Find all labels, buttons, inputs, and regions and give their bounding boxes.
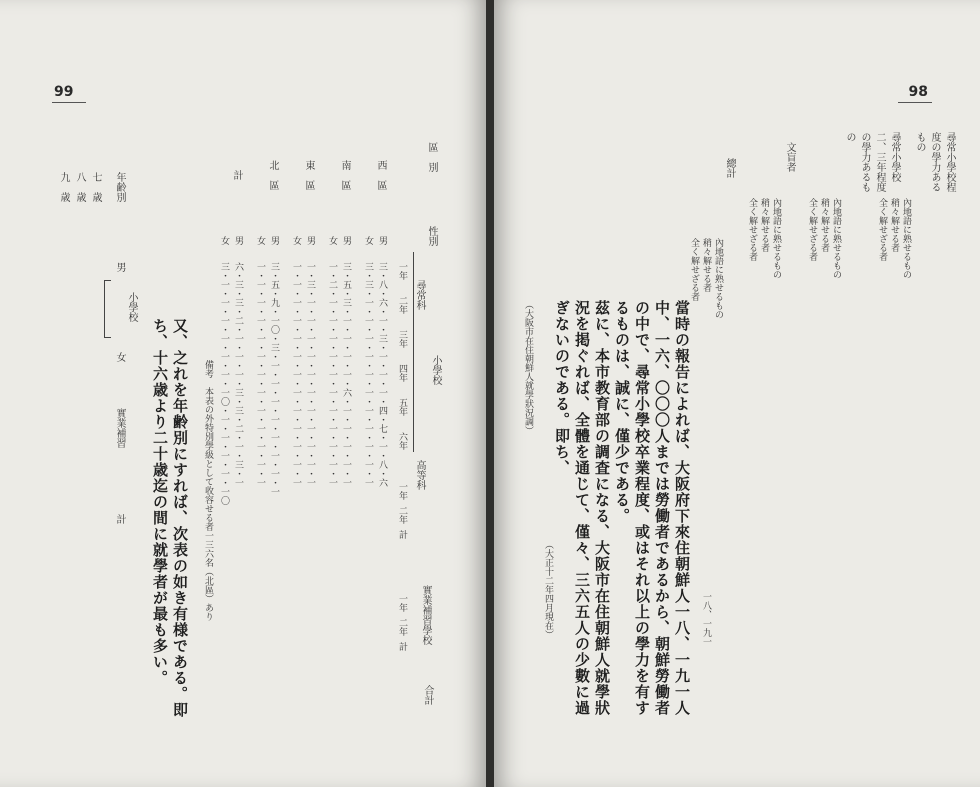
sex-west-male: 男: [377, 236, 387, 245]
page-number-rule-right: [898, 102, 932, 103]
group1-label: 尋常小學校程度の學力あるもの: [914, 132, 955, 192]
group3-item2: 稍々解せる者: [759, 198, 769, 252]
paragraph-report: 當時の報告によれば、大阪府下來住朝鮮人一八、一九一人中、一六、〇〇〇人までは勞働者であるから、朝鮮勞働者の中で、尋常小學校卒業程度、或はそれ以上の學力を有するものは、誠に、僅少である。: [613, 300, 691, 716]
group4-item1: 內地語に熟せるもの: [713, 238, 723, 319]
header-total: 合計: [422, 685, 433, 705]
sex-total-female: 女: [219, 236, 229, 245]
district-west: 西 區: [375, 160, 386, 190]
group4-label: 總計: [724, 158, 735, 178]
sex-south-male: 男: [341, 236, 351, 245]
district-east: 東 區: [303, 160, 314, 190]
row-east-male: 一・三・一・一・一・一・一・一・一・一・一・一・一: [305, 262, 315, 487]
group2-label: 尋常小學校二、三年程度の學力あるもの: [844, 132, 900, 192]
group2-item1: 內地語に熟せるもの: [831, 198, 841, 279]
sex-east-female: 女: [291, 236, 301, 245]
supp-grade-1: 一年: [397, 594, 407, 612]
group1-item3: 全く解せざる者: [877, 198, 887, 261]
group4-item2: 稍々解せる者: [701, 238, 711, 292]
district-south: 南 區: [339, 160, 350, 190]
header-ordinary: 尋常科: [414, 280, 425, 310]
grand-total: 一八、一九一: [701, 592, 711, 646]
age-row-8: 八 歳: [74, 172, 85, 202]
table-date: （大正十二年四月現在）: [543, 540, 553, 639]
header-sex: 性別: [426, 226, 437, 246]
higher-grade-total: 計: [397, 530, 407, 539]
page-number-right: 98: [908, 84, 928, 100]
age-row-9: 九 歳: [58, 172, 69, 202]
row-north-male: 三・五・九・一〇・三・一・一・一・一・一・一・一・一: [269, 262, 279, 496]
group3-label: 文盲者: [784, 142, 795, 172]
paragraph-age: 又、之れを年齢別にすれば、次表の如き有様である。即ち、十六歳より二十歳迄の間に就學者が最も多い。: [151, 318, 189, 718]
age-female-header: 女: [114, 352, 125, 362]
row-north-female: 一・一・一・一・一・一・一・一・一・一・一・一・一: [255, 262, 265, 487]
row-west-female: 三・三・一・一・一・一・一・一・一・一・一・一・一: [363, 262, 373, 487]
header-supplementary: 實業補習學校: [420, 585, 431, 645]
table-note: 備考 本表の外特別學級として收容せる者一三六名（北區）あり: [203, 360, 213, 621]
age-male-header: 男: [114, 262, 125, 272]
row-east-female: 一・一・一・一・一・一・一・一・一・一・一・一・一: [291, 262, 301, 487]
supp-grade-total: 計: [397, 642, 407, 651]
right-page: [494, 0, 980, 787]
page-number-left: 99: [54, 84, 74, 100]
left-page: [0, 0, 486, 787]
sex-south-female: 女: [327, 236, 337, 245]
age-header: 年齢別: [114, 172, 125, 202]
row-total-male: 六・三・三・二・一・一・一・三・三・二・一・三・一: [233, 262, 243, 487]
higher-grade-2: 二年: [397, 506, 407, 524]
grade-2: 二年: [397, 296, 407, 314]
group1-item1: 內地語に熟せるもの: [901, 198, 911, 279]
sex-west-female: 女: [363, 236, 373, 245]
grade-3: 三年: [397, 330, 407, 348]
group2-item3: 全く解せざる者: [807, 198, 817, 261]
age-row-7: 七 歳: [90, 172, 101, 202]
header-higher: 高等科: [414, 460, 425, 490]
age-supp-header: 實業補習: [114, 408, 125, 448]
sex-north-male: 男: [269, 236, 279, 245]
page-number-rule: [52, 102, 86, 103]
header-district: 區 別: [426, 142, 437, 172]
supp-grade-2: 二年: [397, 618, 407, 636]
grade-6: 六年: [397, 432, 407, 450]
header-brace: [405, 252, 414, 452]
table-caption: （大阪市在住朝鮮人就學狀況調）: [523, 300, 533, 435]
sex-east-male: 男: [305, 236, 315, 245]
book-gutter: [486, 0, 494, 787]
sex-north-female: 女: [255, 236, 265, 245]
group2-item2: 稍々解せる者: [819, 198, 829, 252]
district-total: 計: [231, 170, 242, 180]
row-west-male: 三・八・六・一・三・一・一・一・四・七・一・八・六: [377, 262, 387, 487]
district-north: 北 區: [267, 160, 278, 190]
bleed-through-text: [614, 180, 635, 197]
age-school-brace: [104, 280, 111, 338]
row-south-male: 三・五・三・一・一・一・一・六・一・一・一・一・一: [341, 262, 351, 487]
group3-item1: 內地語に熟せるもの: [771, 198, 781, 279]
grade-4: 四年: [397, 364, 407, 382]
paragraph-survey: 茲に、本市教育部の調査になる、大阪市在住朝鮮人就學狀況を掲ぐれば、全體を通じて、僅々、三六五人の少數に過ぎないのである。即ち、: [553, 300, 611, 716]
group3-item3: 全く解せざる者: [747, 198, 757, 261]
grade-1: 一年: [397, 262, 407, 280]
grade-5: 五年: [397, 398, 407, 416]
age-school-header: 小學校: [126, 292, 137, 322]
row-south-female: 一・二・一・一・一・一・一・一・一・一・一・一・一: [327, 262, 337, 487]
age-total-header: 計: [114, 514, 125, 524]
group1-item2: 稍々解せる者: [889, 198, 899, 252]
group4-item3: 全く解せざる者: [689, 238, 699, 301]
header-elementary: 小學校: [430, 355, 441, 385]
row-total-female: 三・一・一・一・一・一・一・一〇・一・一・一・一・一〇: [219, 262, 229, 505]
sex-total-male: 男: [233, 236, 243, 245]
higher-grade-1: 一年: [397, 482, 407, 500]
